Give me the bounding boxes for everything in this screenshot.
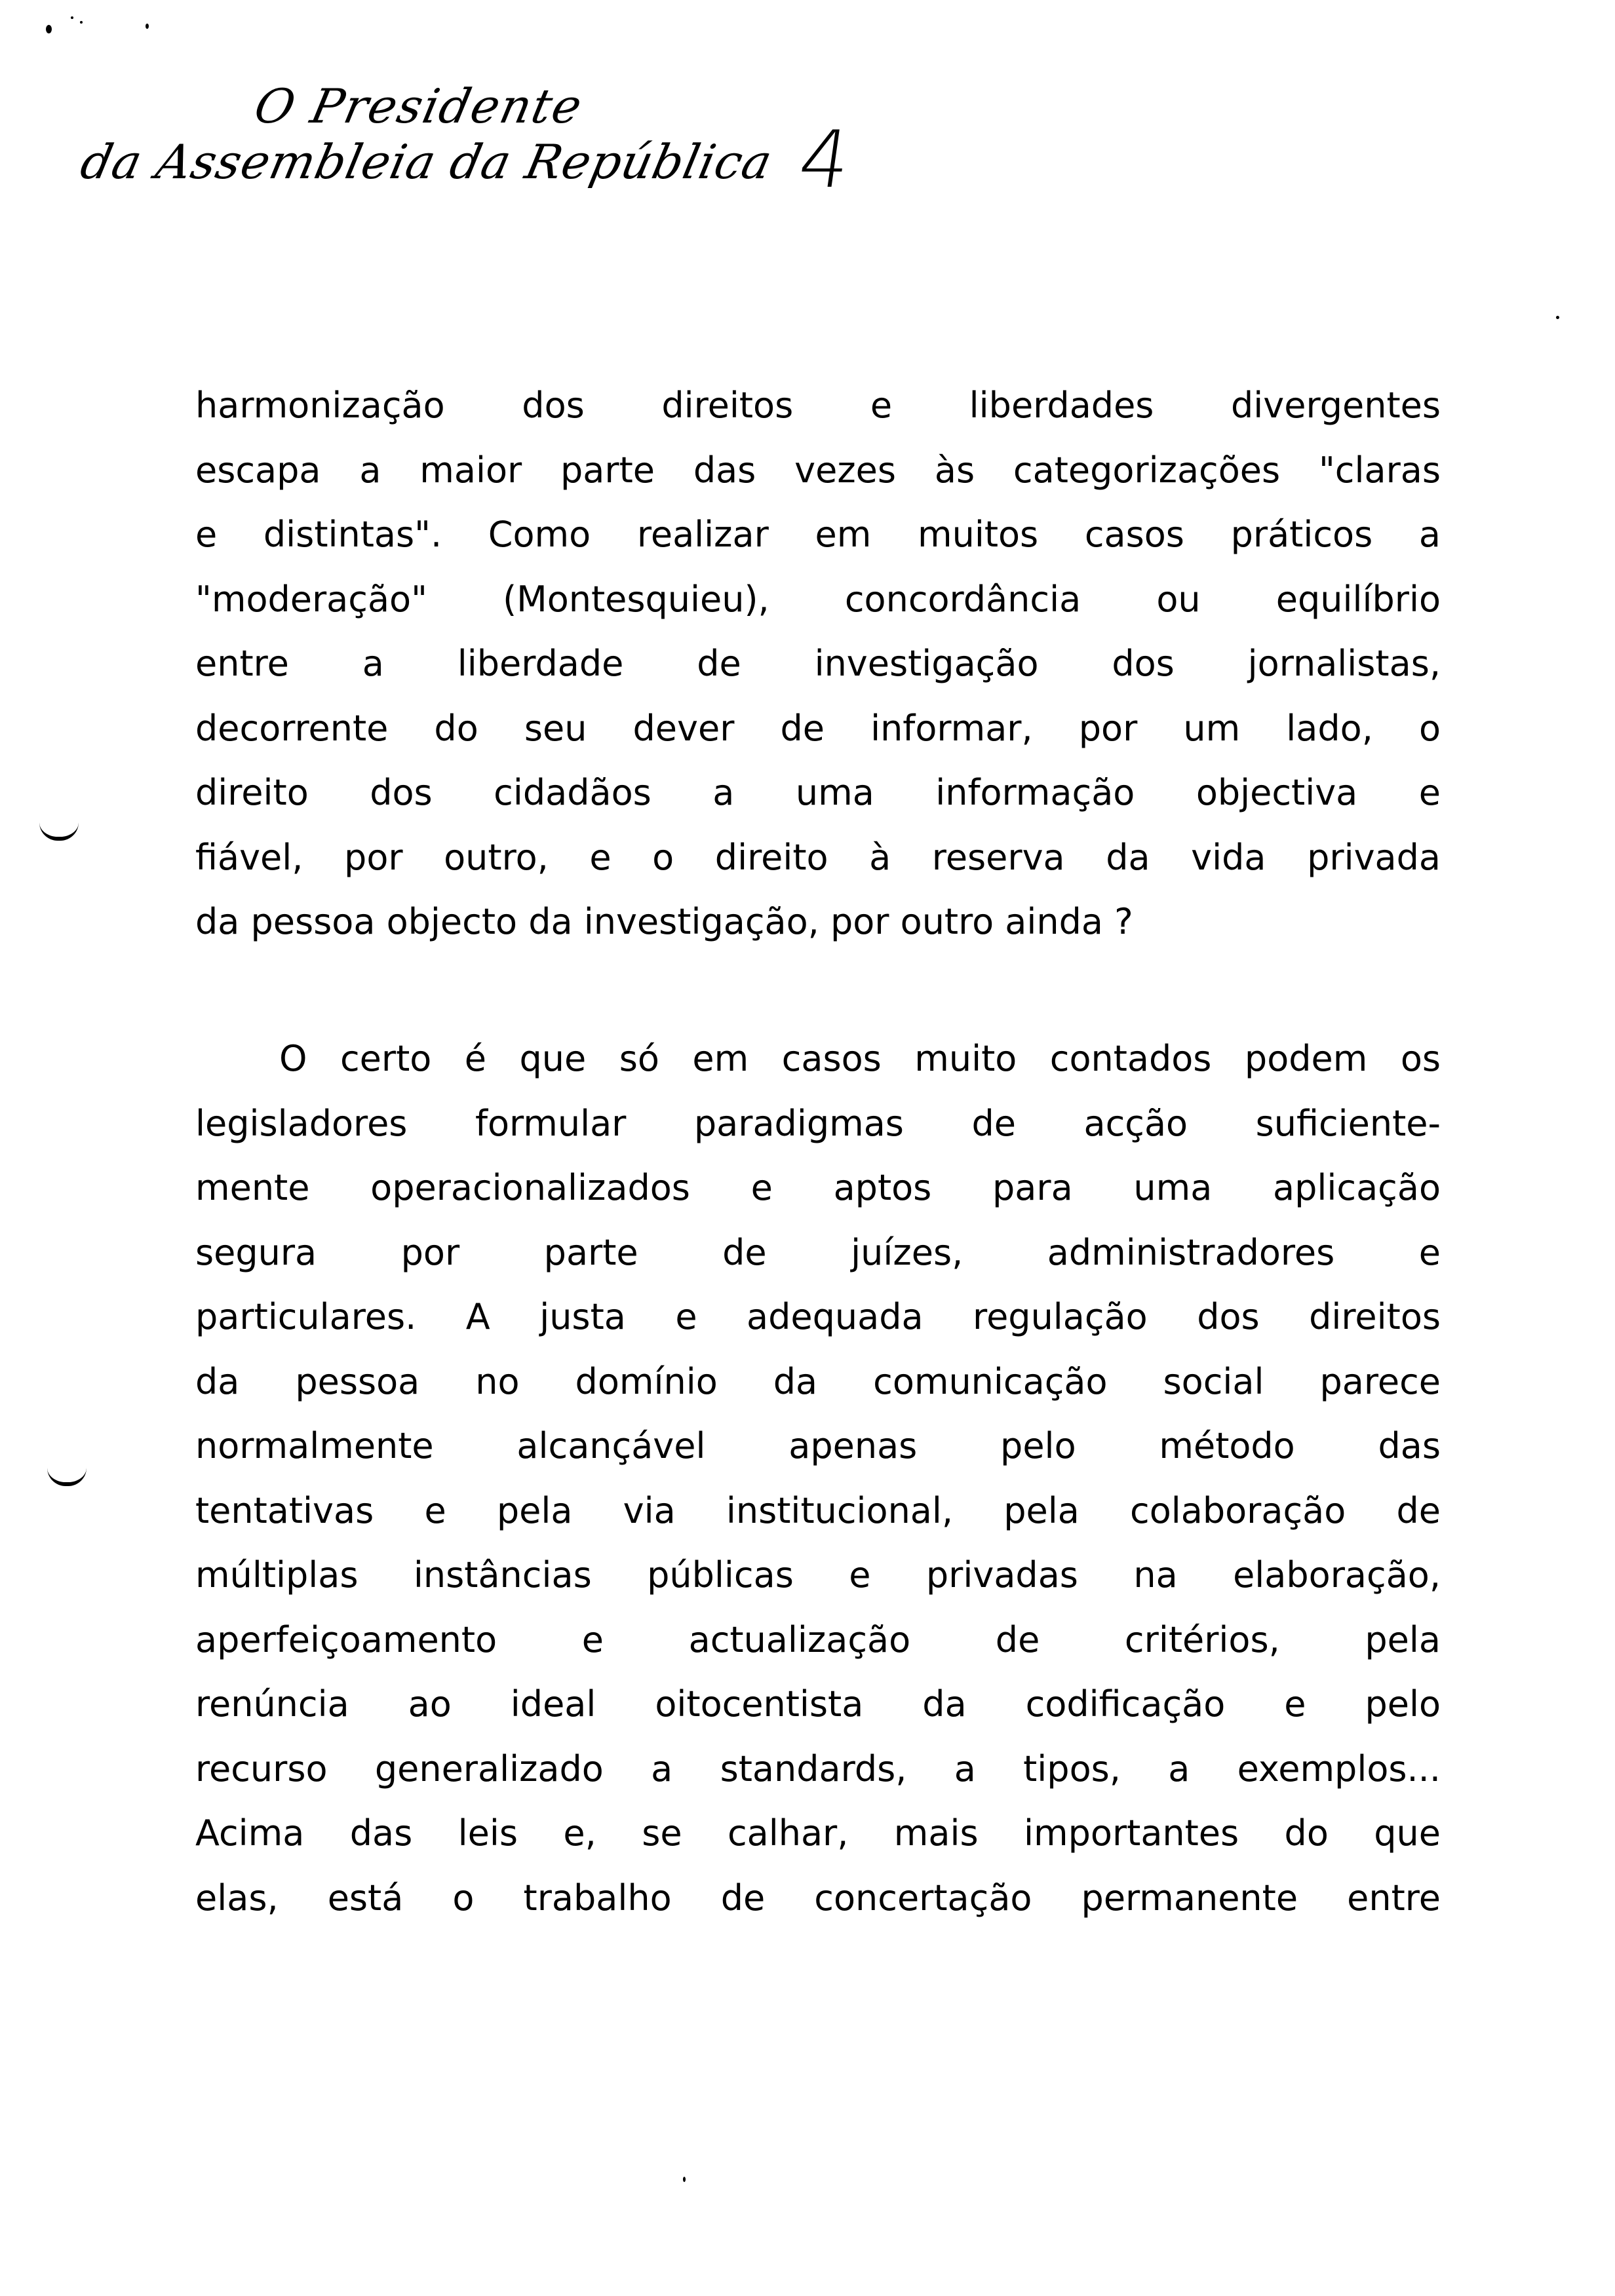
text-line: da pessoa no domínio da comunicação social parece [195,1360,1441,1402]
margin-mark [39,822,79,841]
paragraph-2 [195,1027,1441,1930]
text-line: da pessoa objecto da investigação, por outro ainda ? [195,901,1133,942]
text-line: tentativas e pela via institucional, pela colaboração de [195,1489,1441,1531]
text-line: fiável, por outro, e o direito à reserva da vida privada [195,836,1441,878]
text-line: legisladores formular paradigmas de acção suficiente- [195,1102,1441,1144]
text-line: "moderação" (Montesquieu), concordância ou equilíbrio [195,578,1441,620]
text-line: Acima das leis e, se calhar, mais importantes do que [195,1812,1441,1854]
scan-speck [146,24,149,29]
text-line: renúncia ao ideal oitocentista da codificação e pelo [195,1683,1441,1725]
margin-mark [47,1468,87,1486]
text-line: harmonização dos direitos e liberdades divergentes [195,385,1441,426]
scan-speck [1556,316,1559,319]
text-line: mente operacionalizados e aptos para uma aplicação [195,1167,1441,1208]
text-line: segura por parte de juízes, administradores e [195,1231,1441,1273]
text-line: direito dos cidadãos a uma informação objectiva e [195,772,1441,813]
letterhead-subtitle: da Assembleia da República [76,134,777,189]
text-line: O certo é que só em casos muito contados podem os [279,1038,1441,1079]
text-line: particulares. A justa e adequada regulação dos direitos [195,1296,1441,1337]
paragraph-1 [195,373,1441,955]
text-line: escapa a maior parte das vezes às categorizações "claras [195,449,1441,491]
letterhead-title: O Presidente [250,79,588,134]
scan-speck [46,25,52,33]
text-line: decorrente do seu dever de informar, por um lado, o [195,707,1441,749]
page-number: 4 [793,115,857,206]
text-line: e distintas". Como realizar em muitos casos práticos a [195,514,1441,555]
scan-speck [71,16,73,19]
text-line: recurso generalizado a standards, a tipos, a exemplos... [195,1748,1441,1789]
scan-speck [683,2177,686,2182]
text-line: múltiplas instâncias públicas e privadas na elaboração, [195,1554,1441,1596]
text-line: aperfeiçoamento e actualização de critérios, pela [195,1618,1441,1660]
scan-speck [80,21,83,24]
text-line: entre a liberdade de investigação dos jornalistas, [195,643,1441,684]
text-line: normalmente alcançável apenas pelo método das [195,1425,1441,1466]
text-line: elas, está o trabalho de concertação permanente entre [195,1877,1441,1919]
